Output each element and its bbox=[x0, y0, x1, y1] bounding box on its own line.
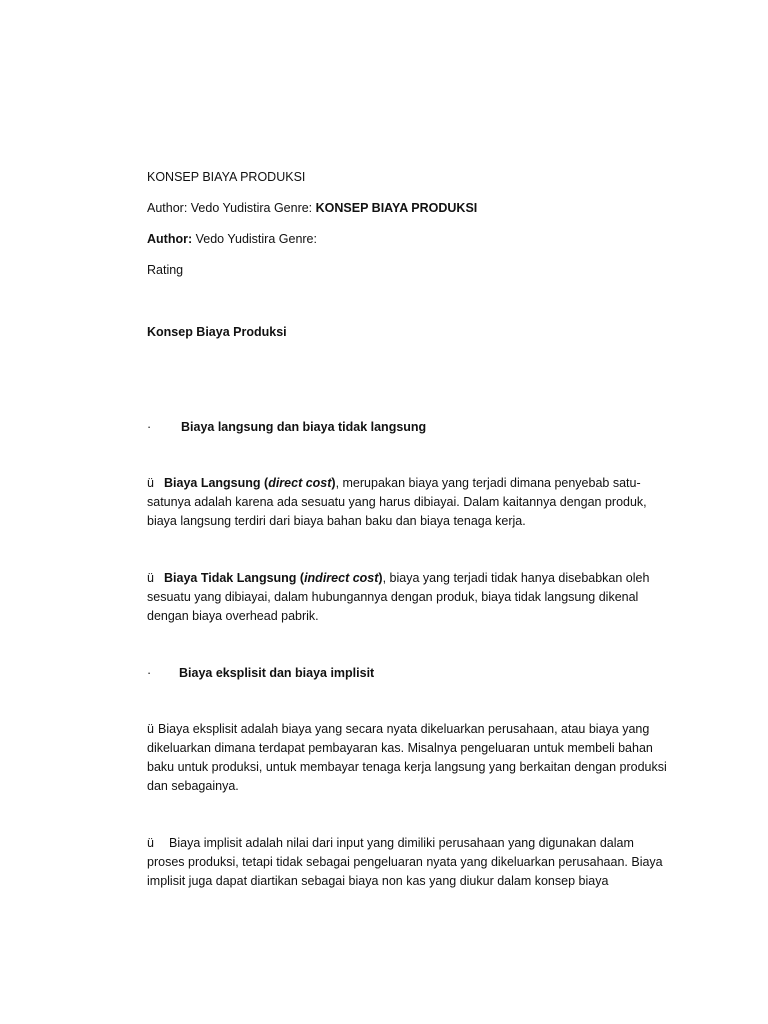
checkmark-bullet: ü bbox=[147, 571, 154, 585]
author-line-1 bbox=[147, 199, 667, 218]
section-heading-text: Biaya langsung dan biaya tidak langsung bbox=[181, 420, 427, 434]
paragraph-direct-cost bbox=[147, 474, 667, 531]
author-line-2-rest: Vedo Yudistira Genre: bbox=[192, 232, 317, 246]
bullet-dot: · bbox=[147, 420, 152, 434]
term-indirect-cost bbox=[164, 571, 383, 585]
document-title: KONSEP BIAYA PRODUKSI bbox=[147, 170, 306, 184]
author-line-2 bbox=[147, 230, 667, 249]
term-italic: indirect cost bbox=[304, 571, 379, 585]
paragraph-implicit-cost bbox=[147, 834, 667, 891]
rating-label: Rating bbox=[147, 263, 184, 277]
author-line-1-prefix: Author: Vedo Yudistira Genre: bbox=[147, 201, 316, 215]
term-close: ) bbox=[331, 476, 336, 490]
paragraph-body: , biaya yang terjadi tidak hanya disebabkan oleh sesuatu yang dibiayai, dalam hubungannya dengan produk, biaya tidak langsung dikenal dengan biaya overhead pabrik. bbox=[147, 571, 650, 623]
section-heading-explicit-implicit bbox=[147, 664, 667, 683]
section-heading-text: Biaya eksplisit dan biaya implisit bbox=[179, 666, 375, 680]
document-content bbox=[147, 168, 667, 891]
author-line-2-label: Author: bbox=[147, 232, 193, 246]
term-text: Biaya Langsung ( bbox=[164, 476, 269, 490]
term-close: ) bbox=[378, 571, 383, 585]
paragraph-body: Biaya eksplisit adalah biaya yang secara nyata dikeluarkan perusahaan, atau biaya yang dikeluarkan dimana terdapat pembayaran kas. Misalnya pengeluaran untuk membeli bahan baku untuk produksi, untuk membayar tenaga kerja langsung yang berkaitan dengan produksi dan sebagainya. bbox=[147, 722, 667, 793]
bullet-dot: · bbox=[147, 666, 152, 680]
paragraph-body: Biaya implisit adalah nilai dari input yang dimiliki perusahaan yang digunakan dalam proses produksi, tetapi tidak sebagai pengeluaran nyata yang dikeluarkan perusahaan. Biaya implisit juga dapat diartikan sebagai biaya non kas yang diukur dalam konsep biaya bbox=[147, 836, 663, 888]
author-line-1-highlight: KONSEP BIAYA PRODUKSI bbox=[315, 201, 478, 215]
checkmark-bullet: ü bbox=[147, 476, 154, 490]
section-heading-direct-indirect bbox=[147, 418, 667, 437]
document-subtitle: Konsep Biaya Produksi bbox=[147, 325, 287, 339]
paragraph-body: , merupakan biaya yang terjadi dimana penyebab satu-satunya adalah karena ada sesuatu yang harus dibiayai. Dalam kaitannya dengan produk, biaya langsung terdiri dari biaya bahan baku dan biaya tenaga kerja. bbox=[147, 476, 647, 528]
paragraph-explicit-cost bbox=[147, 720, 667, 796]
checkmark-bullet: ü bbox=[147, 722, 154, 736]
term-direct-cost bbox=[164, 476, 336, 490]
term-italic: direct cost bbox=[268, 476, 332, 490]
term-text: Biaya Tidak Langsung ( bbox=[164, 571, 305, 585]
checkmark-bullet: ü bbox=[147, 836, 154, 850]
paragraph-indirect-cost bbox=[147, 569, 667, 626]
